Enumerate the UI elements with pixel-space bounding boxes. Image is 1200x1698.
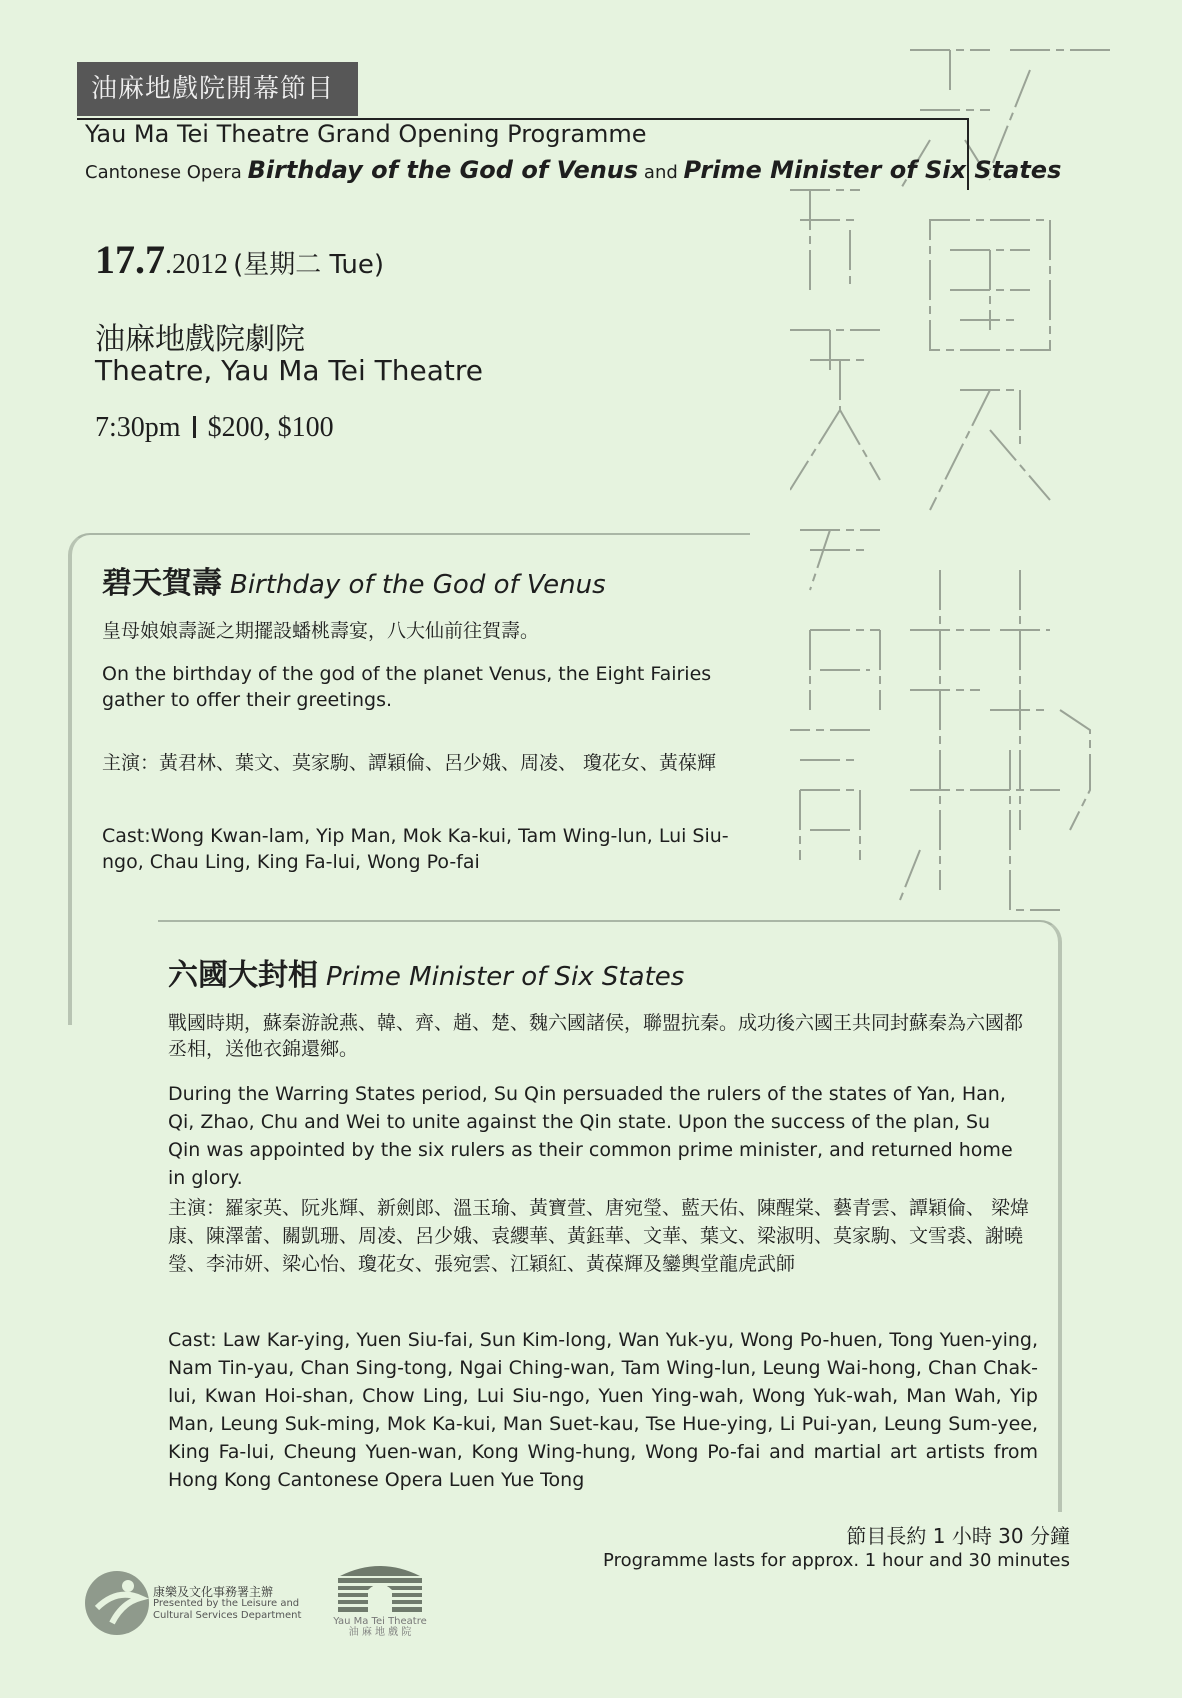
section1-title-en: Birthday of the God of Venus bbox=[230, 570, 606, 600]
date-year: .2012 bbox=[165, 249, 228, 280]
lcsd-text-zh: 康樂及文化事務署主辦 bbox=[153, 1585, 274, 1599]
ymt-logo-text bbox=[330, 1616, 430, 1638]
section2-desc-zh: 戰國時期，蘇秦游說燕、韓、齊、趙、楚、魏六國諸侯，聯盟抗秦。成功後六國王共同封蘇秦為六國都丞相，送他衣錦還鄉。 bbox=[168, 1012, 1024, 1060]
separator bbox=[193, 416, 196, 438]
section1-desc-zh: 皇母娘娘壽誕之期擺設蟠桃壽宴，八大仙前往賀壽。 bbox=[102, 620, 540, 642]
event-time: 7:30pm bbox=[95, 412, 181, 443]
event-time-price bbox=[95, 412, 334, 444]
lcsd-logo-icon bbox=[82, 1568, 152, 1638]
venue-chinese: 油麻地戲院劇院 bbox=[95, 322, 305, 357]
event-date bbox=[95, 236, 384, 283]
ticket-price: $200, $100 bbox=[207, 412, 334, 443]
vertical-title-text: 六國大封相 碧天賀壽 bbox=[790, 30, 800, 31]
section1-title-zh: 碧天賀壽 bbox=[102, 566, 222, 601]
section2-title-en: Prime Minister of Six States bbox=[326, 962, 685, 992]
section1-heading bbox=[102, 558, 606, 602]
programme-subtitle bbox=[85, 156, 1061, 184]
section2-desc-en: During the Warring States period, Su Qin persuaded the rulers of the states of Yan, Han, Qi, Zhao, Chu and Wei to unite against the Qin state. Upon the success of the plan, Su Qin was appointed by the six rulers as their common prime minister, and returned home in glory. bbox=[168, 1083, 1013, 1189]
subtitle-show2: Prime Minister of Six States bbox=[683, 156, 1062, 184]
section2-title-zh: 六國大封相 bbox=[168, 958, 318, 993]
section2-heading bbox=[168, 950, 684, 994]
ymt-logo-en: Yau Ma Tei Theatre bbox=[333, 1616, 427, 1627]
lcsd-text-en2: Cultural Services Department bbox=[153, 1610, 302, 1621]
lcsd-text-en1: Presented by the Leisure and bbox=[153, 1598, 300, 1609]
section2-cast-en: Cast: Law Kar-ying, Yuen Siu-fai, Sun Kim-long, Wan Yuk-yu, Wong Po-huen, Tong Yuen-ying, Nam Tin-yau, Chan Sing-tong, Ngai Ching-wan, Tam Wing-lun, Leung Wai-hong, Chan Chak-lui, Kwan Hoi-shan, Chow Ling, Lui Siu-ngo, Yuen Ying-wah, Wong Yuk-wah, Man Wah, Yip Man, Leung Suk-ming, Mok Ka-kui, Man Suet-kau, Tse Hue-ying, Li Pui-yan, Leung Sum-yee, King Fa-lui, Cheung Yuen-wan, Kong Wing-hung, Wong Po-fai and martial art artists from Hong Kong Cantonese Opera Luen Yue Tong bbox=[168, 1329, 1038, 1491]
subtitle-and: and bbox=[643, 162, 678, 183]
section1-cast-en: Cast:Wong Kwan-lam, Yip Man, Mok Ka-kui, Tam Wing-lun, Lui Siu-ngo, Chau Ling, King Fa-lui, Wong Po-fai bbox=[102, 825, 729, 873]
section1-cast-zh: 主演：黃君林、葉文、莫家駒、譚穎倫、呂少娥、周凌、 瓊花女、黃葆輝 bbox=[102, 752, 717, 774]
programme-title: Yau Ma Tei Theatre Grand Opening Programme bbox=[85, 120, 647, 148]
subtitle-show1: Birthday of the God of Venus bbox=[247, 156, 639, 184]
subtitle-prefix: Cantonese Opera bbox=[85, 162, 242, 183]
section1-desc-en: On the birthday of the god of the planet Venus, the Eight Fairies gather to offer their greetings. bbox=[102, 663, 712, 711]
ymt-logo-zh: 油 麻 地 戲 院 bbox=[348, 1627, 412, 1638]
duration-en: Programme lasts for approx. 1 hour and 30 minutes bbox=[603, 1550, 1070, 1571]
yau-ma-tei-theatre-logo-icon bbox=[330, 1562, 430, 1614]
date-weekday: (星期二 Tue) bbox=[233, 250, 385, 280]
duration-zh: 節目長約 1 小時 30 分鐘 bbox=[846, 1524, 1070, 1548]
programme-banner: 油麻地戲院開幕節目 bbox=[77, 62, 358, 116]
date-day-month: 17.7 bbox=[95, 237, 165, 282]
venue-english: Theatre, Yau Ma Tei Theatre bbox=[95, 354, 483, 387]
lcsd-text bbox=[153, 1586, 301, 1622]
section2-cast-zh: 主演：羅家英、阮兆輝、新劍郎、溫玉瑜、黃寶萱、唐宛瑩、藍天佑、陳醒棠、藝青雲、譚穎倫、 梁煒康、陳澤蕾、關凱珊、周凌、呂少娥、袁纓華、黃鈺華、文華、葉文、梁淑明、莫家駒、文雪裘、謝曉瑩、李沛妍、梁心怡、瓊花女、張宛雲、江穎紅、黃葆輝及鑾輿堂龍虎武師 bbox=[168, 1197, 1030, 1275]
